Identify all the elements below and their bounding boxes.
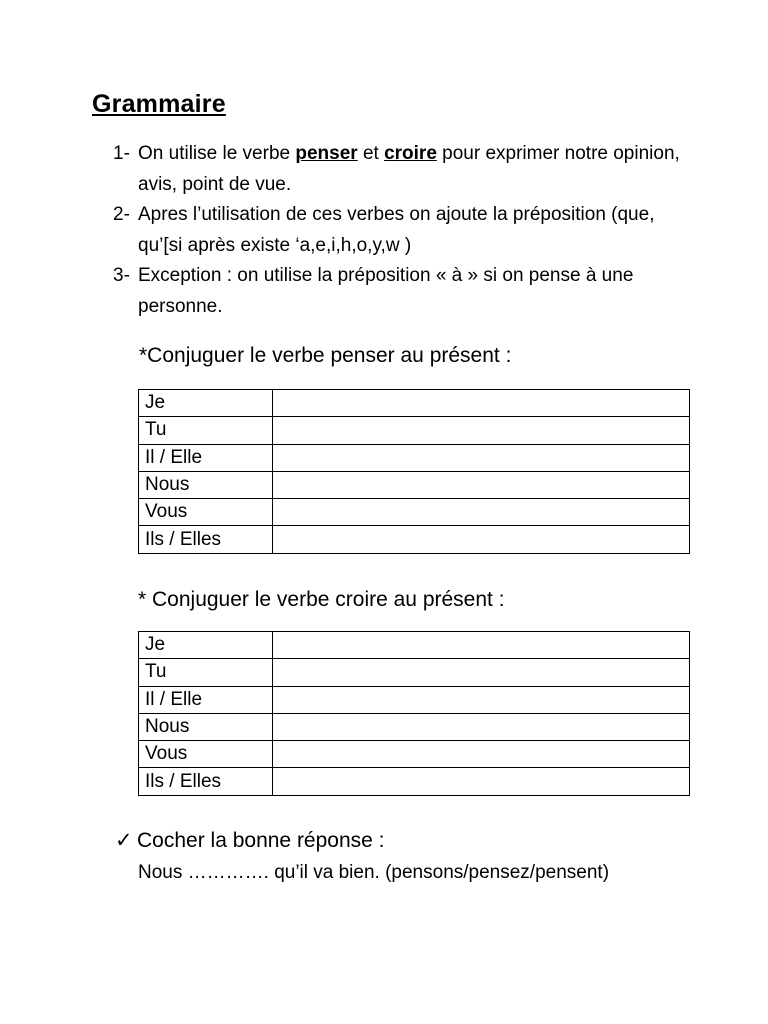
croire-section-heading: * Conjuguer le verbe croire au présent : [138,588,505,611]
table-row [139,632,690,659]
table-row [139,444,690,471]
answer-cell[interactable] [273,713,690,740]
answer-cell[interactable] [273,526,690,553]
table-row [139,499,690,526]
keyword-croire: croire [384,143,437,164]
answer-cell[interactable] [273,741,690,768]
pronoun-cell: Tu [139,659,273,686]
answer-cell[interactable] [273,444,690,471]
answer-cell[interactable] [273,768,690,795]
answer-cell[interactable] [273,659,690,686]
rule-item-2 [113,200,693,261]
table-row [139,768,690,795]
table-row [139,471,690,498]
exercise-sentence: Nous …………. qu’il va bien. (pensons/pensez/pensent) [138,862,610,883]
pronoun-cell: Vous [139,741,273,768]
answer-cell[interactable] [273,686,690,713]
pronoun-cell: Nous [139,713,273,740]
keyword-penser: penser [295,143,358,164]
answer-cell[interactable] [273,417,690,444]
table-row [139,417,690,444]
exercise-instruction-row [115,828,385,853]
answer-cell[interactable] [273,499,690,526]
pronoun-cell: Je [139,390,273,417]
answer-cell[interactable] [273,632,690,659]
rule-text-part: pour exprimer notre opinion, avis, point de vue. [138,143,680,195]
exercise-instruction: Cocher la bonne réponse : [137,829,385,852]
pronoun-cell: Il / Elle [139,444,273,471]
rule-number: 2- [113,204,130,225]
pronoun-cell: Nous [139,471,273,498]
pronoun-cell: Tu [139,417,273,444]
croire-conjugation-table [138,631,690,796]
answer-cell[interactable] [273,471,690,498]
table-row [139,526,690,553]
check-mark-icon: ✓ [115,829,133,852]
rule-number: 1- [113,143,130,164]
table-row [139,686,690,713]
rule-text-part: et [357,143,385,164]
pronoun-cell: Ils / Elles [139,526,273,553]
penser-conjugation-table [138,389,690,554]
answer-cell[interactable] [273,390,690,417]
penser-section-heading: *Conjuguer le verbe penser au présent : [139,344,512,367]
rule-text: Apres l’utilisation de ces verbes on ajoute la préposition (que, qu’[si après existe ‘a,e,i,h,o,y,w ) [138,204,655,256]
rule-item-3 [113,261,693,322]
pronoun-cell: Il / Elle [139,686,273,713]
pronoun-cell: Je [139,632,273,659]
table-row [139,390,690,417]
pronoun-cell: Ils / Elles [139,768,273,795]
table-row [139,659,690,686]
grammar-rules-list [113,139,693,322]
table-row [139,713,690,740]
rule-text-part: On utilise le verbe [138,143,296,164]
table-row [139,741,690,768]
pronoun-cell: Vous [139,499,273,526]
rule-text [138,139,693,200]
rule-text: Exception : on utilise la préposition « à » si on pense à une personne. [138,265,634,317]
rule-number: 3- [113,265,130,286]
page-title: Grammaire [92,90,226,118]
rule-item-1 [113,139,693,200]
